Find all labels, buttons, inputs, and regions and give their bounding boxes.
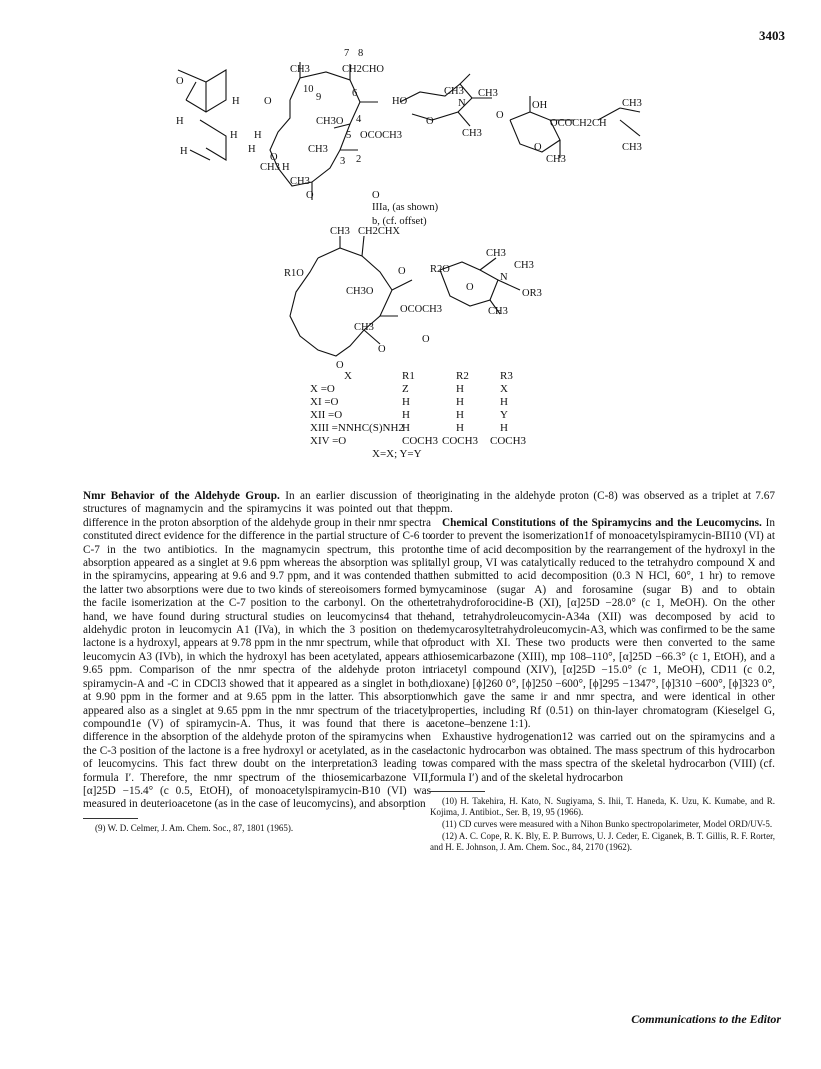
atom-label: CH3: [486, 248, 506, 259]
atom-label: 8: [358, 48, 364, 59]
paragraph-text: In an earlier discussion of the structures of magnamycin and the spiramycins it was pointed out that the difference in the proton absorption of the aldehyde group in their nmr spectra constituted direct evidence for the difference in the partial structure of C-6 to C-7 in the two antibiotics. In the magnamycin spectrum, this proton absorption appeared as a singlet at 9.6 ppm whereas the absorption was split in the spiramycins, appearing at 9.6 and 9.7 ppm, and it was contended that the latter two absorptions were due to two kinds of stereoisomers formed by the facile isomerization at the C-7 position to the carbonyl. On the other hand, we have found during structural studies on leucomycins4 that the aldehydic proton in leucomycin A1 (IVa), in which the 3 position on the lactone is a hydroxyl, appears at 9.78 ppm in the nmr spectrum, while that of leucomycin A3 (IVb), in which the hydroxyl has been acetylated, appears at 9.65 ppm. Comparison of the nmr spectra of the aldehyde proton in spiramycin-A and -C in CDCl3 showed that it appeared as a singlet in both, at 9.90 ppm in the former and at 9.65 ppm in the latter. This absorption appeared also as a singlet at 9.65 ppm in the nmr spectrum of the triacetyl compound1e (V) of spiramycin-A. Thus, it was found that there is a difference in the absorption of the aldehyde proton of the spiramycins when the C-3 position of the lactone is a free hydroxyl or acetylated, as in the case of leucomycins. This fact threw doubt on the interpretation3 leading to formula I′. Therefore, the nmr spectrum of the thiosemicarbazone VII, [α]25D −15.4° (c 0.5, EtOH), of monoacetylspiramycin-B10 (VI) was measured in deuterioacetone (as in the case of leucomycins), and absorption: [83, 490, 431, 811]
atom-label: CH3: [444, 86, 464, 97]
atom-label: CH3: [290, 176, 310, 187]
atom-label: O: [534, 142, 542, 153]
atom-label: H: [248, 144, 256, 155]
atom-label: H: [176, 116, 184, 127]
atom-label: CH3: [330, 226, 350, 237]
atom-label: H: [282, 162, 290, 173]
header-R3: R3: [500, 370, 513, 382]
atom-label: O: [306, 190, 314, 201]
atom-label: CH3O: [346, 286, 374, 297]
atom-label: CH3: [478, 88, 498, 99]
footnote: (12) A. C. Cope, R. K. Bly, E. P. Burrows, U. J. Ceder, E. Ciganek, B. T. Gillis, R. F. Rorter, and H. E. Johnson, J. Am. Chem. Soc., 84, 2170 (1962).: [430, 830, 775, 852]
atom-label: H: [254, 130, 262, 141]
table-cell: H: [402, 422, 410, 434]
atom-label: 7: [344, 48, 350, 59]
header-R1: R1: [402, 370, 415, 382]
section-heading: Chemical Constitutions of the Spiramycins and the Leucomycins.: [442, 516, 762, 529]
paragraph: originating in the aldehyde proton (C-8) was observed as a triplet at 7.67 ppm.: [430, 490, 775, 516]
left-column: [83, 490, 431, 835]
header-R2: R2: [456, 370, 469, 382]
atom-label: O: [336, 360, 344, 371]
atom-label: 5: [346, 130, 352, 141]
table-row: [300, 435, 560, 448]
atom-label: O: [176, 76, 184, 87]
atom-label: 2: [356, 154, 362, 165]
atom-label: CH3: [622, 142, 642, 153]
table-cell: XIII =NNHC(S)NH2: [310, 422, 404, 434]
caption-IIIb: b, (cf. offset): [372, 216, 427, 227]
atom-label: R2O: [430, 264, 450, 275]
atom-label: CH3: [308, 144, 328, 155]
table-cell: Y: [500, 409, 508, 421]
section-heading: Nmr Behavior of the Aldehyde Group.: [83, 490, 280, 502]
paragraph: [83, 490, 431, 812]
atom-label: H: [232, 96, 240, 107]
table-cell: H: [500, 422, 508, 434]
structure-bottom-labels: [284, 226, 542, 371]
page-number: 3403: [759, 28, 785, 43]
atom-label: R1O: [284, 268, 304, 279]
table-legend: X=X; Y=Y: [372, 448, 422, 460]
table-cell: H: [456, 383, 464, 395]
caption-IIIa: IIIa, (as shown): [372, 202, 439, 213]
atom-label: CH2CHO: [342, 64, 385, 75]
footnote-divider: [430, 791, 485, 792]
table-row: [300, 396, 560, 409]
footnote: (10) H. Takehira, H. Kato, N. Sugiyama, S. Ihii, T. Haneda, K. Uzu, K. Kumabe, and R. Kojima, J. Antibiot., Ser. B, 19, 95 (1966).: [430, 795, 775, 817]
atom-label: OCOCH3: [360, 130, 403, 141]
atom-label: CH3: [354, 322, 374, 333]
atom-label: O: [422, 334, 430, 345]
table-cell: H: [456, 422, 464, 434]
atom-label: H: [230, 130, 238, 141]
table-cell: H: [402, 409, 410, 421]
atom-label: 10: [303, 84, 314, 95]
atom-label: O: [398, 266, 406, 277]
footnotes: [83, 823, 431, 834]
atom-label: CH3: [514, 260, 534, 271]
table-cell: H: [456, 409, 464, 421]
atom-label: CH3: [622, 98, 642, 109]
footnotes: [430, 796, 775, 853]
atom-label: CH3: [290, 64, 310, 75]
table-row: [300, 422, 560, 435]
table-cell: COCH3: [402, 435, 439, 447]
paragraph: [430, 517, 775, 732]
atom-label: OH: [532, 100, 548, 111]
atom-label: CH3O: [316, 116, 344, 127]
table-header: [300, 370, 560, 383]
atom-label: O: [496, 110, 504, 121]
footnote-divider: [83, 818, 138, 819]
structure-top-labels: [176, 48, 642, 201]
table-cell: COCH3: [442, 435, 479, 447]
atom-label: N: [458, 98, 466, 109]
table-cell: X: [500, 383, 508, 395]
table-cell: COCH3: [490, 435, 527, 447]
paragraph-text: In order to prevent the isomerization1f of monoacetylspiramycin-BII10 (VI) at the time of acid decomposition by the rearrangement of the hydroxyl in the allyl group, VI was catalytically reduced to the tetrahydro compound X and then submitted to acid decomposition (0.3 N HCl, 60°, 1 hr) to remove mycaminose (sugar A) and forosamine (sugar B) and to obtain tetrahydroforocidine-B (XI), [α]25D −28.0° (c 1, MeOH). On the other hand, tetrahydroleucomycin-A34a (XII) was decomposed by acid to demycarosyltetrahydroleucomycin-A3, which was confirmed to be the same product with XI. These two products were then converted to the same thiosemicarbazone (XIII), mp 108–110°, [α]25D −66.3° (c 1, EtOH), and a triacetyl compound (XIV), [α]25D −15.0° (c 1, MeOH), CD11 (c 0.2, dioxane) [ϕ]260 0°, [ϕ]250 −600°, [ϕ]295 −1347°, [ϕ]310 −600°, [ϕ]323 0°, which gave the same ir and nmr spectra, and were identical in other properties, including Rf (0.51) on thin-layer chromatogram (Kieselgel G, acetone–benzene 1:1).: [430, 516, 776, 730]
atom-label: H: [180, 146, 188, 157]
atom-label: OCOCH3: [400, 304, 443, 315]
atom-label: OR3: [522, 288, 542, 299]
paragraph: Exhaustive hydrogenation12 was carried out on the spiramycins and a lactonic hydrocarbon was obtained. The mass spectrum of this hydrocarbon was compared with the mass spectra of the skeletal hydrocarbon (VIII) (cf. formula I′) and of the skeletal hydrocarbon: [430, 731, 775, 784]
atom-label: CH3: [462, 128, 482, 139]
atom-label: OCOCH2CH: [550, 118, 607, 129]
atom-label: HO: [392, 96, 408, 107]
substituent-table: [300, 370, 560, 461]
table-row: [300, 409, 560, 422]
atom-label: N: [500, 272, 508, 283]
atom-label: O: [270, 152, 278, 163]
atom-label: CH2CHX: [358, 226, 401, 237]
table-row: [300, 383, 560, 396]
header-X: X: [344, 370, 352, 382]
table-cell: H: [456, 396, 464, 408]
table-cell: Z: [402, 383, 409, 395]
atom-label: 4: [356, 114, 362, 125]
table-legend-row: [300, 448, 560, 461]
atom-label: O: [378, 344, 386, 355]
atom-label: CH3: [488, 306, 508, 317]
atom-label: 9: [316, 92, 322, 103]
atom-label: 3: [340, 156, 346, 167]
running-footer: Communications to the Editor: [631, 1012, 781, 1026]
table-cell: XII =O: [310, 409, 343, 421]
footnote: (11) CD curves were measured with a Nihon Bunko spectropolarimeter, Model ORD/UV-5.: [442, 818, 773, 829]
table-cell: H: [500, 396, 508, 408]
table-cell: XI =O: [310, 396, 339, 408]
atom-label: CH3: [546, 154, 566, 165]
atom-label: CH3: [260, 162, 280, 173]
atom-label: O: [264, 96, 272, 107]
atom-label: O: [372, 190, 380, 201]
atom-label: O: [466, 282, 474, 293]
atom-label: O: [426, 116, 434, 127]
right-column: [430, 490, 775, 854]
table-cell: XIV =O: [310, 435, 347, 447]
footnote: (9) W. D. Celmer, J. Am. Chem. Soc., 87, 1801 (1965).: [95, 822, 294, 833]
table-cell: H: [402, 396, 410, 408]
atom-label: 6: [352, 88, 358, 99]
table-cell: X =O: [310, 383, 335, 395]
